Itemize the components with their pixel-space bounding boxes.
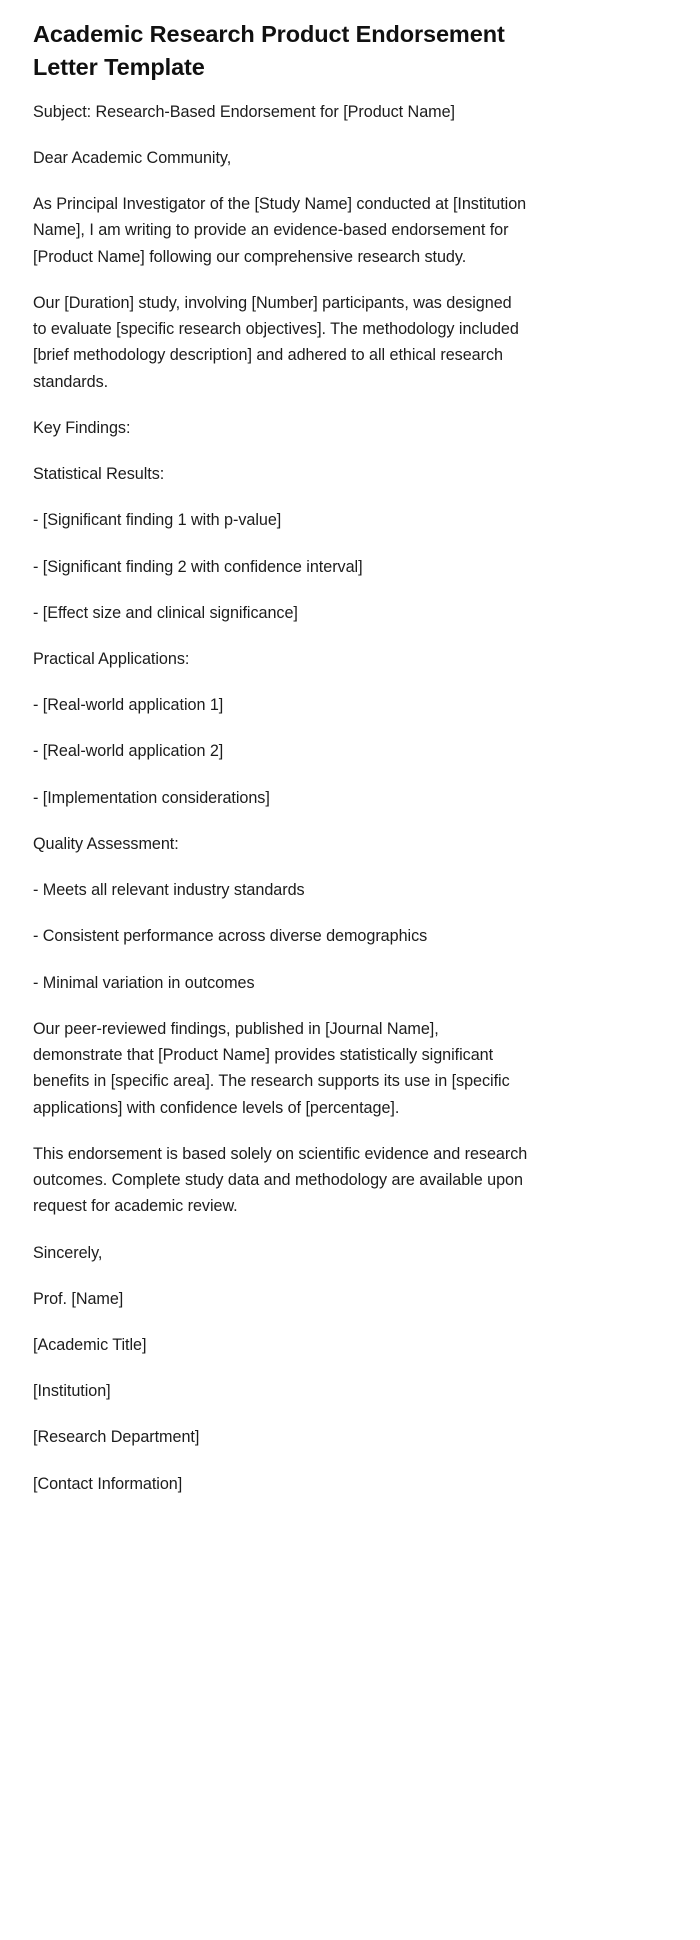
signature-line: [Contact Information] xyxy=(33,1474,183,1493)
paragraph: Our peer-reviewed findings, published in [Journal Name], demonstrate that [Product Name] provides statistically significant benefits in [specific area]. The research supports its use in [specific applications] with confidence levels of [percentage]. xyxy=(33,1019,510,1117)
paragraph: Subject: Research-Based Endorsement for [Product Name] xyxy=(33,102,455,121)
section-label: Statistical Results: xyxy=(33,465,165,484)
list-item: - Meets all relevant industry standards xyxy=(33,881,305,900)
signature-line: Sincerely, xyxy=(33,1243,103,1262)
section-label: Key Findings: xyxy=(33,418,131,437)
paragraph: Our [Duration] study, involving [Number] participants, was designed to evaluate [specific research objectives]. The methodology included [brief methodology description] and adhered to all ethical research standards. xyxy=(33,293,519,391)
paragraph: This endorsement is based solely on scientific evidence and research outcomes. Complete study data and methodology are available upon request for academic review. xyxy=(33,1144,528,1216)
list-item: - [Real-world application 2] xyxy=(33,742,224,761)
document-content xyxy=(33,99,667,1497)
signature-line: [Institution] xyxy=(33,1382,111,1401)
section-label: Quality Assessment: xyxy=(33,834,179,853)
paragraph: As Principal Investigator of the [Study Name] conducted at [Institution Name], I am writing to provide an evidence-based endorsement for [Product Name] following our comprehensive research study. xyxy=(33,195,527,266)
list-item: - [Effect size and clinical significance] xyxy=(33,603,298,622)
signature-line: [Research Department] xyxy=(33,1428,200,1447)
list-item: - Minimal variation in outcomes xyxy=(33,973,255,992)
page-title: Academic Research Product Endorsement Letter Template xyxy=(33,21,505,81)
list-item: - Consistent performance across diverse demographics xyxy=(33,927,428,946)
paragraph: Dear Academic Community, xyxy=(33,148,232,167)
signature-line: Prof. [Name] xyxy=(33,1289,124,1308)
signature-line: [Academic Title] xyxy=(33,1335,147,1354)
list-item: - [Significant finding 1 with p-value] xyxy=(33,511,282,530)
list-item: - [Implementation considerations] xyxy=(33,788,270,807)
list-item: - [Significant finding 2 with confidence interval] xyxy=(33,557,363,576)
section-label: Practical Applications: xyxy=(33,650,190,668)
list-item: - [Real-world application 1] xyxy=(33,696,224,715)
